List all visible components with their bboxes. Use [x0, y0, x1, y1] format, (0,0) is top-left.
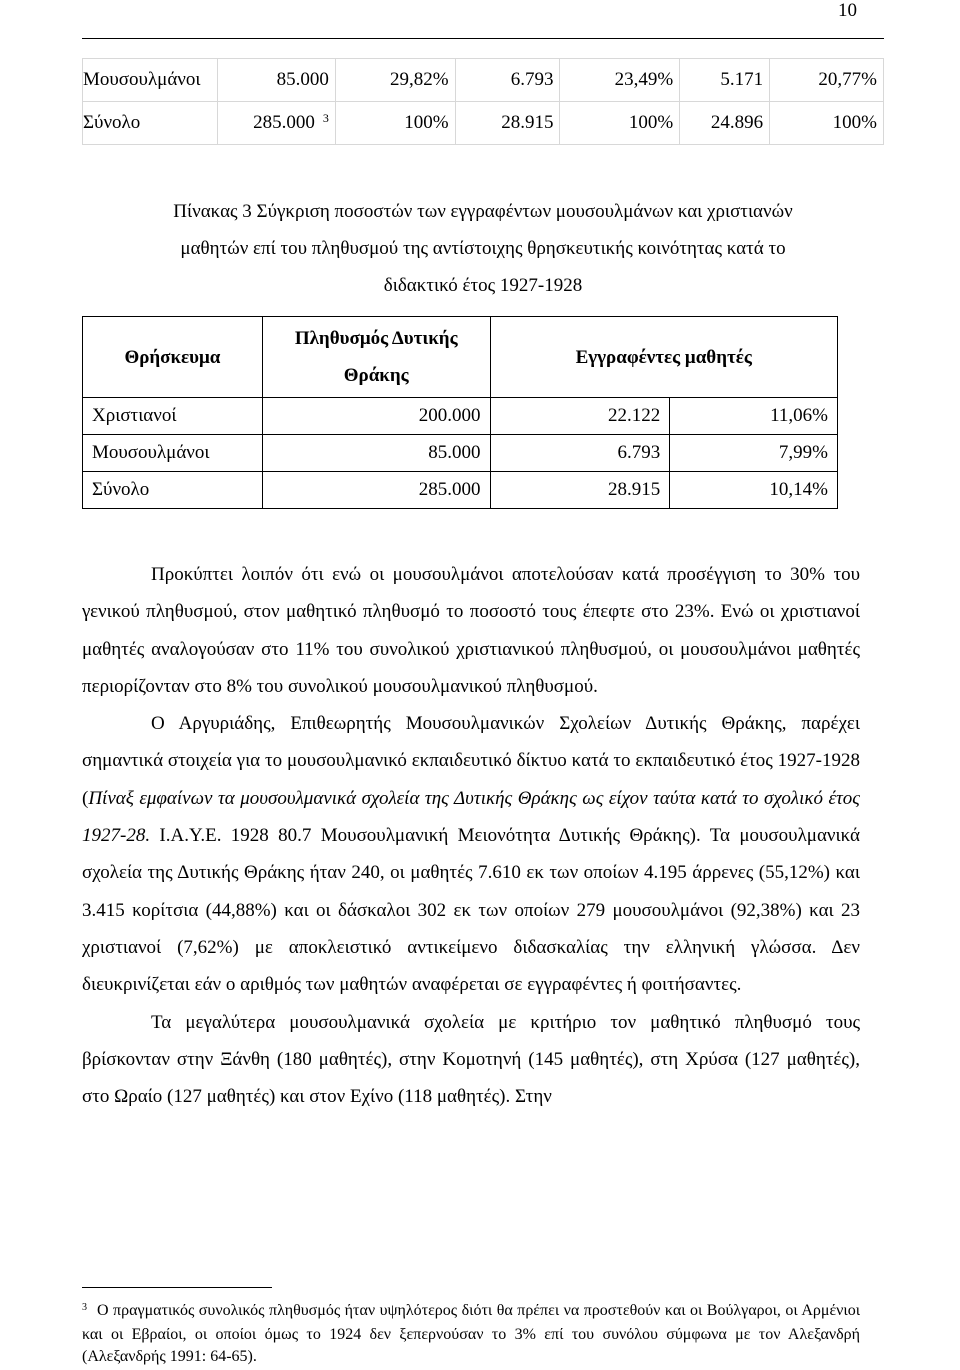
- population-table-continued: [82, 58, 884, 145]
- students-value: 28.915: [455, 102, 560, 145]
- population-cell: 285.000: [262, 472, 490, 509]
- row-label: Μουσουλμάνοι: [83, 59, 218, 102]
- population-cell: 200.000: [262, 398, 490, 435]
- paragraph: Ο Αργυριάδης, Επιθεωρητής Μουσουλμανικών Σχολείων Δυτικής Θράκης, παρέχει σημαντικά στοιχεία για το μουσουλμανικό εκπαιδευτικό δίκτυο κατά το εκπαιδευτικό έτος 1927-1928 (Πίναξ εμφαίνων τα μουσουλμανικά σχολεία της Δυτικής Θράκης ως είχον ταύτα κατά το σχολικό έτος 1927-28. Ι.Α.Υ.Ε. 1928 80.7 Μουσουλμανική Μειονότητα Δυτικής Θράκης). Τα μουσουλμανικά σχολεία της Δυτικής Θράκης ήταν 240, οι μαθητές 7.610 εκ των οποίων 4.195 άρρενες (55,12%) και 3.415 κορίτσια (44,88%) και οι δάσκαλοι 302 εκ των οποίων 279 μουσουλμάνοι (92,38%) και 23 χριστιανοί (7,62%) με αποκλειστικό αντικείμενο διδασκαλίας την ελληνική γλώσσα. Δεν διευκρινίζεται εάν ο αριθμός των μαθητών αναφέρεται σε εγγραφέντες ή φοιτήσαντες.: [82, 713, 860, 996]
- students-value: 6.793: [455, 59, 560, 102]
- footnote: [82, 1300, 860, 1368]
- students-percent-2: 20,77%: [770, 59, 884, 102]
- italic-citation: Πίναξ εμφαίνων τα μουσουλμανικά σχολεία της Δυτικής Θράκης ως είχον ταύτα κατά το σχολικό έτος 1927-28.: [82, 787, 860, 847]
- table-row: [83, 435, 838, 472]
- caption-line: διδακτικό έτος 1927-1928: [383, 275, 583, 296]
- paragraph: Τα μεγαλύτερα μουσουλμανικά σχολεία με κριτήριο τον μαθητικό πληθυσμό τους βρίσκονταν στην Ξάνθη (180 μαθητές), στην Κομοτηνή (145 μαθητές), στη Χρύσα (127 μαθητές), στο Ωραίο (127 μαθητές) και στον Εχίνο (118 μαθητές). Στην: [82, 1011, 860, 1108]
- table-row: [83, 59, 884, 102]
- page-number: 10: [838, 0, 857, 21]
- population-percent: 29,82%: [335, 59, 455, 102]
- students-percent: 23,49%: [560, 59, 680, 102]
- students-cell: 22.122: [490, 398, 670, 435]
- header-religion: Θρήσκευμα: [83, 317, 263, 398]
- row-label: Σύνολο: [83, 102, 218, 145]
- caption-line: Πίνακας 3 Σύγκριση ποσοστών των εγγραφέντων μουσουλμάνων και χριστιανών: [173, 201, 793, 222]
- percent-cell: 10,14%: [670, 472, 838, 509]
- percent-cell: 7,99%: [670, 435, 838, 472]
- percent-cell: 11,06%: [670, 398, 838, 435]
- comparison-table: [82, 316, 838, 509]
- table-row: [83, 472, 838, 509]
- population-value: 85.000: [217, 59, 335, 102]
- footnote-text: Ο πραγματικός συνολικός πληθυσμός ήταν υψηλότερος διότι θα πρέπει να προστεθούν και οι Βούλγαροι, οι Αρμένιοι και οι Εβραίοι, οι οποίοι όμως το 1924 δεν ξεπερνούσαν το 3% επί του συνόλου σύμφωνα με τον Αλεξανδρή (Αλεξανδρής 1991: 64-65).: [82, 1302, 860, 1365]
- table-header-row: [83, 317, 838, 398]
- students-cell: 28.915: [490, 472, 670, 509]
- table-row: [83, 102, 884, 145]
- religion-cell: Μουσουλμάνοι: [83, 435, 263, 472]
- population-value: 285.000 $^3$: [217, 102, 335, 145]
- paragraph: Προκύπτει λοιπόν ότι ενώ οι μουσουλμάνοι αποτελούσαν κατά προσέγγιση το 30% του γενικού πληθυσμού, στον μαθητικό πληθυσμό το ποσοστό τους έπεφτε στο 23%. Ενώ οι χριστιανοί μαθητές αναλογούσαν στο 11% του συνολικού χριστιανικού πληθυσμού, οι μουσουλμάνοι μαθητές περιορίζονταν στο 8% του συνολικού μουσουλμανικού πληθυσμού.: [82, 564, 860, 697]
- header-population: Πληθυσμός Δυτικής Θράκης: [262, 317, 490, 398]
- students-value-2: 24.896: [680, 102, 770, 145]
- religion-cell: Σύνολο: [83, 472, 263, 509]
- header-enrolled: Εγγραφέντες μαθητές: [490, 317, 837, 398]
- students-value-2: 5.171: [680, 59, 770, 102]
- students-cell: 6.793: [490, 435, 670, 472]
- students-percent-2: 100%: [770, 102, 884, 145]
- footnote-ref[interactable]: 3: [322, 111, 329, 125]
- header-rule: [82, 38, 884, 39]
- footnote-marker: 3: [82, 1302, 87, 1313]
- religion-cell: Χριστιανοί: [83, 398, 263, 435]
- population-cell: 85.000: [262, 435, 490, 472]
- caption-line: μαθητών επί του πληθυσμού της αντίστοιχης θρησκευτικής κοινότητας κατά το: [180, 238, 786, 259]
- table-caption: [82, 193, 884, 304]
- footnote-separator: [82, 1287, 272, 1288]
- table-row: [83, 398, 838, 435]
- population-percent: 100%: [335, 102, 455, 145]
- students-percent: 100%: [560, 102, 680, 145]
- body-text: [82, 556, 860, 1115]
